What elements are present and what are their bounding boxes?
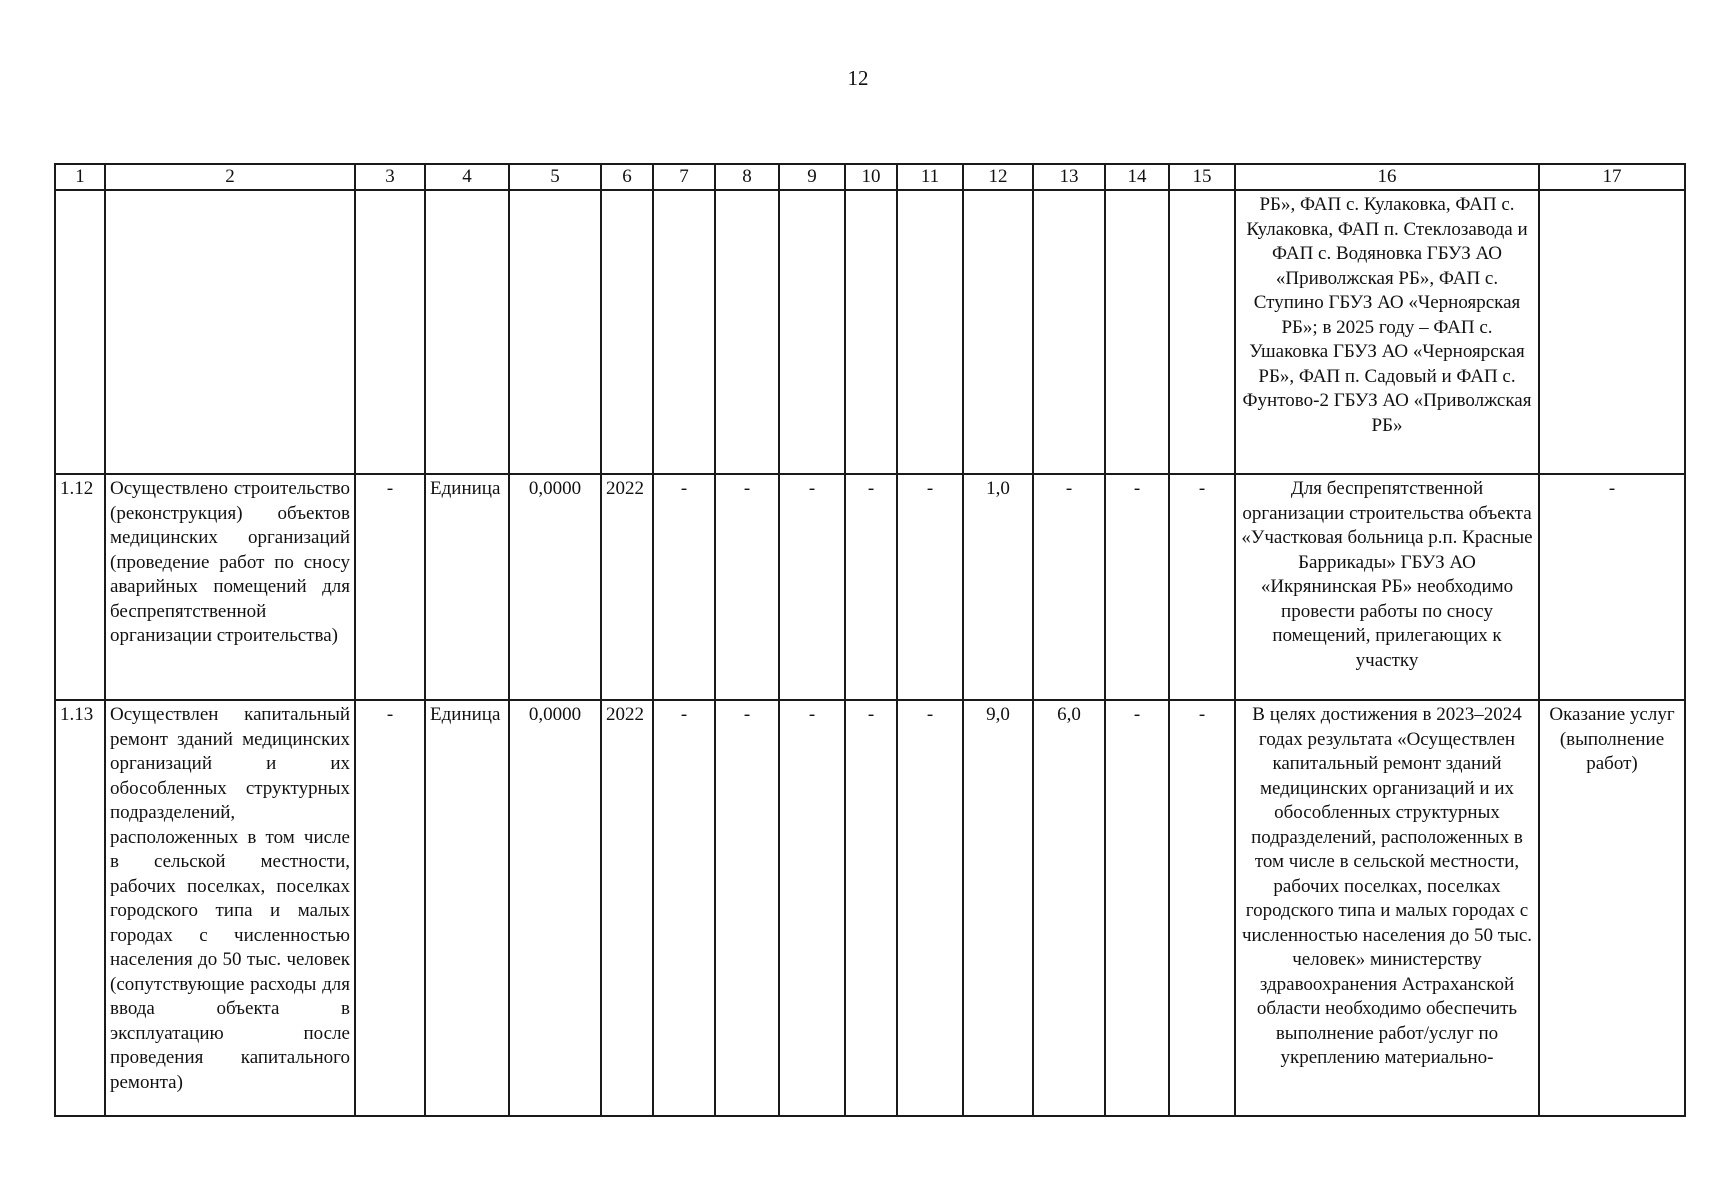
table-cell: -: [653, 474, 715, 700]
table-cell: -: [1539, 474, 1685, 700]
table-cell: [779, 190, 845, 474]
table-cell: 6,0: [1033, 700, 1105, 1116]
table-cell: -: [779, 474, 845, 700]
table-cell: 1.12: [55, 474, 105, 700]
table-cell: -: [355, 474, 425, 700]
table-cell: [653, 190, 715, 474]
table-cell: [1033, 190, 1105, 474]
table-cell: 1.13: [55, 700, 105, 1116]
column-header: 17: [1539, 164, 1685, 190]
table-cell: [963, 190, 1033, 474]
table-cell: Осуществлен капитальный ремонт зданий медицинских организаций и их обособленных структурных подразделений, расположенных в том числе в сельской местности, рабочих поселках, поселках городского типа и малых городах с численностью населения до 50 тыс. человек (сопутствующие расходы для ввода объекта в эксплуатацию после проведения капитального ремонта): [105, 700, 355, 1116]
table-cell: В целях достижения в 2023–2024 годах результата «Осуществлен капитальный ремонт зданий медицинских организаций и их обособленных структурных подразделений, расположенных в том числе в сельской местности, рабочих поселках, поселках городского типа и малых городах с численностью населения до 50 тыс. человек» министерству здравоохранения Астраханской области необходимо обеспечить выполнение работ/услуг по укреплению материально-: [1235, 700, 1539, 1116]
column-header: 9: [779, 164, 845, 190]
table-cell: 0,0000: [509, 474, 601, 700]
column-header: 13: [1033, 164, 1105, 190]
table-row: [55, 700, 1685, 1116]
table-cell: -: [715, 474, 779, 700]
table-cell: Единица: [425, 700, 509, 1116]
table-cell: [1169, 190, 1235, 474]
table-row: [55, 190, 1685, 474]
column-header: 15: [1169, 164, 1235, 190]
column-header: 12: [963, 164, 1033, 190]
table-cell: -: [897, 474, 963, 700]
table-cell: [425, 190, 509, 474]
table-cell: 2022: [601, 474, 653, 700]
table-cell: Оказание услуг (выполнение работ): [1539, 700, 1685, 1116]
column-header: 1: [55, 164, 105, 190]
table-cell: -: [897, 700, 963, 1116]
table-cell: [601, 190, 653, 474]
column-header: 6: [601, 164, 653, 190]
table-cell: -: [1033, 474, 1105, 700]
document-table: [54, 163, 1686, 1117]
column-header: 14: [1105, 164, 1169, 190]
column-header: 3: [355, 164, 425, 190]
table-cell: -: [1105, 474, 1169, 700]
table-cell: [1539, 190, 1685, 474]
column-header: 4: [425, 164, 509, 190]
table-cell: -: [779, 700, 845, 1116]
column-header: 16: [1235, 164, 1539, 190]
table-cell: -: [1105, 700, 1169, 1116]
table-cell: [509, 190, 601, 474]
table-cell: [55, 190, 105, 474]
table-cell: РБ», ФАП с. Кулаковка, ФАП с. Кулаковка, ФАП п. Стеклозавода и ФАП с. Водяновка ГБУЗ АО «Приволжская РБ», ФАП с. Ступино ГБУЗ АО «Черноярская РБ»; в 2025 году – ФАП с. Ушаковка ГБУЗ АО «Черноярская РБ», ФАП п. Садовый и ФАП с. Фунтово-2 ГБУЗ АО «Приволжская РБ»: [1235, 190, 1539, 474]
table-cell: [897, 190, 963, 474]
table-cell: -: [1169, 700, 1235, 1116]
table-row: [55, 474, 1685, 700]
table-cell: 9,0: [963, 700, 1033, 1116]
table-cell: [355, 190, 425, 474]
table-cell: [1105, 190, 1169, 474]
column-header: 8: [715, 164, 779, 190]
table-cell: -: [845, 474, 897, 700]
table-cell: [105, 190, 355, 474]
table-cell: 2022: [601, 700, 653, 1116]
column-header: 10: [845, 164, 897, 190]
table-cell: Для беспрепятственной организации строительства объекта «Участковая больница р.п. Красные Баррикады» ГБУЗ АО «Икрянинская РБ» необходимо провести работы по сносу помещений, прилегающих к участку: [1235, 474, 1539, 700]
table-cell: [845, 190, 897, 474]
table-cell: Единица: [425, 474, 509, 700]
table-cell: -: [715, 700, 779, 1116]
table-cell: -: [355, 700, 425, 1116]
column-header: 7: [653, 164, 715, 190]
table-cell: -: [1169, 474, 1235, 700]
column-numbers-row: [55, 164, 1685, 190]
column-header: 5: [509, 164, 601, 190]
table-cell: -: [845, 700, 897, 1116]
table-cell: -: [653, 700, 715, 1116]
column-header: 11: [897, 164, 963, 190]
table-cell: 0,0000: [509, 700, 601, 1116]
column-header: 2: [105, 164, 355, 190]
page-number: 12: [847, 66, 869, 90]
table-cell: [715, 190, 779, 474]
table-cell: Осуществлено строительство (реконструкция) объектов медицинских организаций (проведение работ по сносу аварийных помещений для беспрепятственной организации строительства): [105, 474, 355, 700]
table-cell: 1,0: [963, 474, 1033, 700]
